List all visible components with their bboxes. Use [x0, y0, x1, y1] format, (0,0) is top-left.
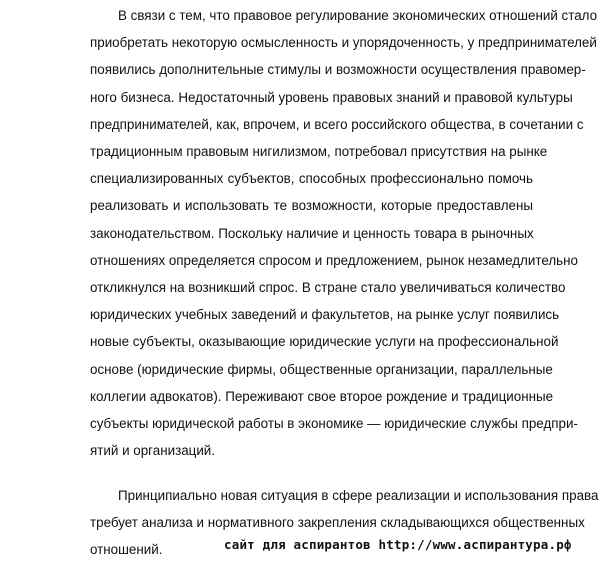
paragraph-1-line-9: законодательством. Поскольку наличие и ценность товара в рыночных — [90, 225, 534, 241]
paragraph-1-line-11: откликнулся на возникший спрос. В стране стало увеличиваться количество — [90, 280, 566, 295]
paragraph-1-line-1: В связи с тем, что правовое регулирование экономических отношений стало — [118, 8, 598, 23]
paragraph-1-line-3: появились дополнительные стимулы и возможности осуществления правомер- — [90, 62, 586, 78]
paragraph-2-line-3: отношений. — [90, 542, 163, 557]
paragraph-2-line-2: требует анализа и нормативного закрепления складывающихся общественных — [90, 515, 585, 530]
paragraph-1-line-2: приобретать некоторую осмысленность и упорядоченность, у предпринимателей — [90, 35, 597, 51]
paragraph-1-line-7: специализированных субъектов, способных профессионально помочь — [90, 171, 533, 187]
paragraph-1-line-5: предпринимателей, как, впрочем, и всего российского общества, в сочетании с — [90, 116, 584, 132]
paragraph-1-line-14: основе (юридические фирмы, общественные организации, параллельные — [90, 361, 553, 377]
paragraph-1-line-16: субъекты юридической работы в экономике — юридические службы предпри- — [90, 416, 578, 431]
paragraph-1-line-15: коллегии адвокатов). Переживают свое второе рождение и традиционные — [90, 388, 554, 404]
paragraph-1-line-13: новые субъекты, оказывающие юридические услуги на профессиональной — [90, 334, 559, 350]
paragraph-1-line-17: ятий и организаций. — [90, 443, 216, 459]
paragraph-2-line-1: Принципиально новая ситуация в сфере реализации и использования права — [118, 488, 599, 503]
paragraph-1-line-10: отношениях определяется спросом и предложением, рынок незамедлительно — [90, 252, 578, 268]
site-watermark: сайт для аспирантов http://www.аспирантура.рф — [224, 537, 572, 552]
paragraph-1-line-4: ного бизнеса. Недостаточный уровень правовых знаний и правовой культуры — [90, 89, 573, 105]
paragraph-1-line-12: юридических учебных заведений и факультетов, на рынке услуг появились — [90, 307, 560, 323]
paragraph-1-line-8: реализовать и использовать те возможности, которые предоставлены — [90, 198, 533, 214]
paragraph-1-line-6: традиционным правовым нигилизмом, потребовал присутствия на рынке — [90, 144, 548, 159]
